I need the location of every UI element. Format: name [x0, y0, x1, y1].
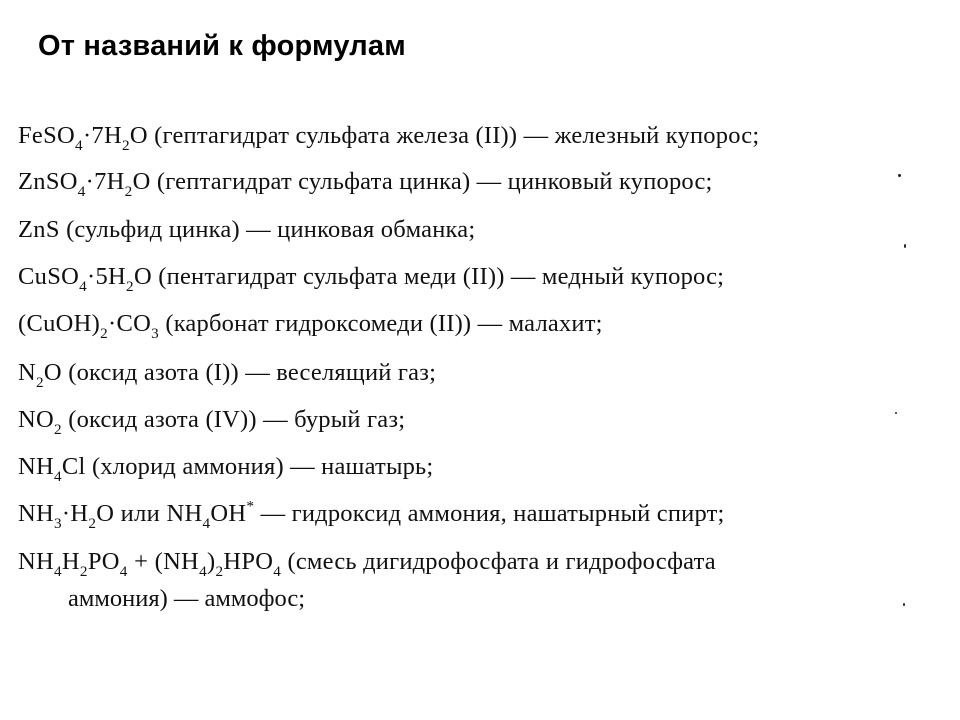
formula: $NH_4Cl$ — [18, 453, 86, 485]
entry-description: (оксид азота (IV)) — бурый газ; — [61, 406, 406, 433]
formula: $CuSO_4\cdot 5H_2O$ — [18, 263, 152, 295]
entry-description: (оксид азота (I)) — веселящий газ; — [61, 359, 437, 386]
entry-description: (карбонат гидроксомеди (II)) — малахит; — [159, 310, 603, 337]
entry-line — [18, 453, 434, 485]
entry-line — [18, 406, 406, 438]
formula: $NO_2$ — [18, 406, 62, 438]
entry-line — [18, 122, 760, 154]
entry-line — [18, 359, 437, 391]
entry-description: (гептагидрат сульфата железа (II)) — железный купорос; — [147, 122, 760, 149]
formula: $NH_3\cdot H_2O$ или $NH_4OH^*$ — [18, 497, 255, 532]
entry-line — [18, 310, 603, 342]
entry-line — [18, 218, 475, 243]
entry-description: — гидроксид аммония, нашатырный спирт; — [254, 500, 725, 527]
formula: $FeSO_4\cdot 7H_2O$ — [18, 122, 148, 154]
entry-line — [18, 497, 725, 532]
entry-description: (гептагидрат сульфата цинка) — цинковый купорос; — [150, 168, 713, 195]
formula: $NH_4H_2PO_4 + (NH_4)_2HPO_4$ — [18, 548, 282, 580]
entry-continuation: аммония) — аммофос; — [68, 585, 306, 612]
formula: $ZnSO_4\cdot 7H_2O$ — [18, 168, 151, 200]
scan-speck — [904, 244, 906, 248]
entry-line — [18, 168, 713, 200]
formula: ZnS — [18, 216, 60, 243]
formula: $N_2O$ — [18, 359, 62, 391]
entry-description: (сульфид цинка) — цинковая обманка; — [59, 216, 476, 243]
entry-description: (хлорид аммония) — нашатырь; — [85, 453, 434, 480]
entry-description: (пентагидрат сульфата меди (II)) — медный купорос; — [151, 263, 725, 290]
entry-line — [18, 263, 725, 295]
formula: $(CuOH)_2\cdot CO_3$ — [18, 310, 160, 342]
entry-description: (смесь дигидрофосфата и гидрофосфата — [281, 548, 716, 575]
scan-speck — [903, 603, 905, 606]
slide-title: От названий к формулам — [38, 30, 406, 62]
scan-speck — [895, 412, 897, 414]
scan-speck — [898, 174, 901, 177]
entry-line — [18, 548, 716, 580]
